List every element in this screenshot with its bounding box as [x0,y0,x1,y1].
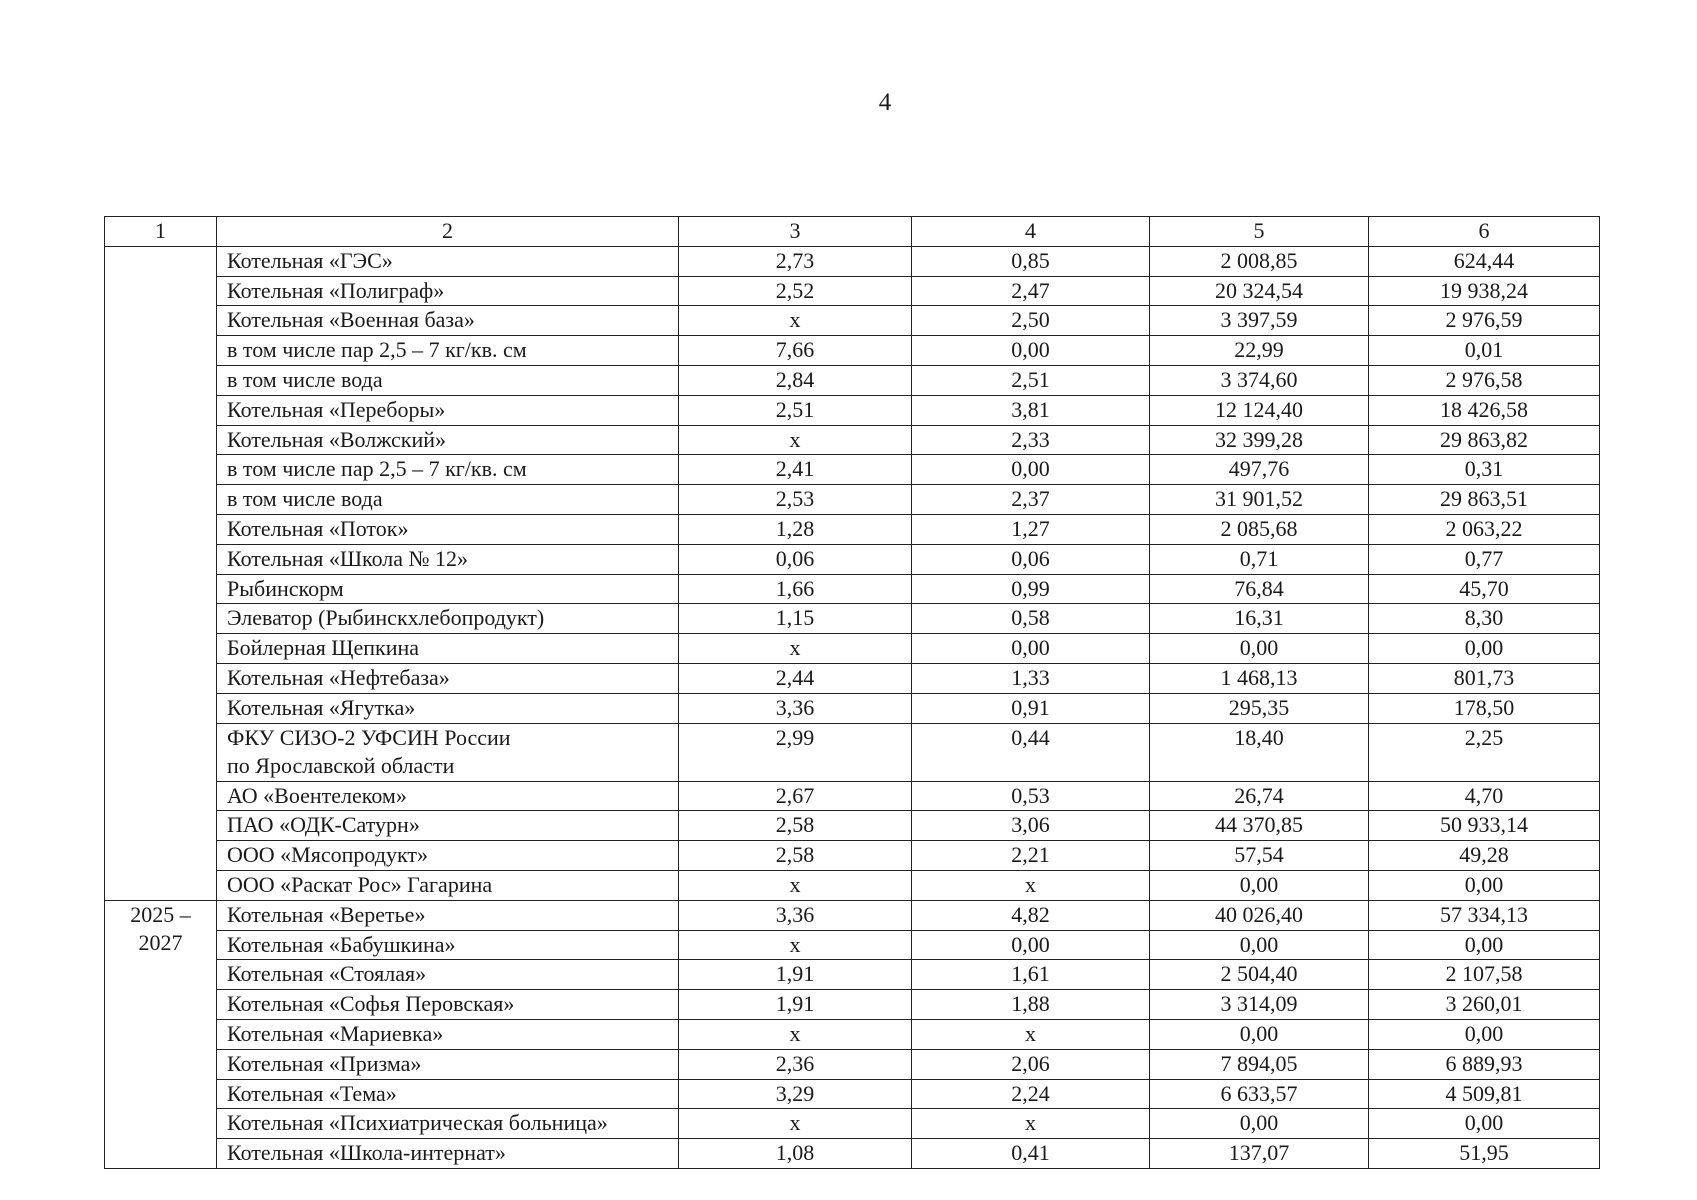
cell-col-3: х [679,1109,912,1139]
table-row [105,485,1600,515]
cell-col-5: 1 468,13 [1150,663,1369,693]
cell-col-3: 2,51 [679,395,912,425]
cell-col-4: 2,50 [912,306,1150,336]
cell-col-4: 3,81 [912,395,1150,425]
cell-col-3: 1,91 [679,990,912,1020]
cell-col-4: 0,53 [912,781,1150,811]
cell-col-4: 0,06 [912,544,1150,574]
cell-col-5: 16,31 [1150,604,1369,634]
period-cell-2025-2027 [105,900,217,1168]
table-row [105,663,1600,693]
cell-col-5: 0,00 [1150,930,1369,960]
cell-col-3: 7,66 [679,336,912,366]
cell-col-6: 2 063,22 [1369,514,1600,544]
cell-col-6: 624,44 [1369,246,1600,276]
cell-col-5: 31 901,52 [1150,485,1369,515]
cell-col-5: 2 008,85 [1150,246,1369,276]
cell-col-3: х [679,1019,912,1049]
cell-col-4: 0,41 [912,1139,1150,1169]
cell-col-6: 0,01 [1369,336,1600,366]
table-row [105,1139,1600,1169]
row-name: в том числе вода [217,485,679,515]
table-row [105,514,1600,544]
cell-col-3: 2,36 [679,1049,912,1079]
cell-col-3: 2,84 [679,365,912,395]
cell-col-5: 20 324,54 [1150,276,1369,306]
cell-col-3: 3,36 [679,900,912,930]
table-row [105,960,1600,990]
row-name: Котельная «Школа-интернат» [217,1139,679,1169]
cell-col-4: 3,06 [912,811,1150,841]
cell-col-6: 0,00 [1369,1109,1600,1139]
table-row [105,693,1600,723]
column-header-2: 2 [217,217,679,247]
row-name: АО «Воентелеком» [217,781,679,811]
cell-col-3: 2,44 [679,663,912,693]
table-row [105,900,1600,930]
table-row [105,870,1600,900]
row-name: Котельная «Волжский» [217,425,679,455]
cell-col-4: 0,00 [912,930,1150,960]
row-name: Котельная «Ягутка» [217,693,679,723]
cell-col-5: 0,00 [1150,634,1369,664]
row-name: Котельная «Мариевка» [217,1019,679,1049]
row-name: ПАО «ОДК-Сатурн» [217,811,679,841]
cell-col-4: 0,00 [912,634,1150,664]
cell-col-6: 0,31 [1369,455,1600,485]
cell-col-3: 2,58 [679,841,912,871]
table-row [105,634,1600,664]
row-name: в том числе пар 2,5 – 7 кг/кв. см [217,336,679,366]
cell-col-6: 2 976,58 [1369,365,1600,395]
table-row [105,336,1600,366]
table-row [105,1109,1600,1139]
cell-col-6: 2 107,58 [1369,960,1600,990]
row-name: в том числе пар 2,5 – 7 кг/кв. см [217,455,679,485]
cell-col-4: 2,47 [912,276,1150,306]
cell-col-6: 50 933,14 [1369,811,1600,841]
cell-col-4: 0,44 [912,723,1150,781]
table-row [105,544,1600,574]
cell-col-4: 0,00 [912,455,1150,485]
row-name: в том числе вода [217,365,679,395]
cell-col-5: 295,35 [1150,693,1369,723]
cell-col-5: 12 124,40 [1150,395,1369,425]
cell-col-4: 2,37 [912,485,1150,515]
cell-col-3: 3,36 [679,693,912,723]
cell-col-4: х [912,870,1150,900]
cell-col-3: 1,28 [679,514,912,544]
cell-col-4: 1,61 [912,960,1150,990]
cell-col-4: 1,88 [912,990,1150,1020]
cell-col-4: х [912,1109,1150,1139]
tariff-table [104,216,1600,1169]
cell-col-3: х [679,306,912,336]
cell-col-6: 3 260,01 [1369,990,1600,1020]
cell-col-6: 19 938,24 [1369,276,1600,306]
page-number: 4 [878,89,892,116]
table-row [105,841,1600,871]
column-header-4: 4 [912,217,1150,247]
cell-col-6: 0,00 [1369,870,1600,900]
cell-col-5: 3 374,60 [1150,365,1369,395]
table-row [105,1049,1600,1079]
row-name: ООО «Мясопродукт» [217,841,679,871]
cell-col-3: х [679,425,912,455]
row-name: Котельная «Школа № 12» [217,544,679,574]
table-row [105,455,1600,485]
cell-col-5: 2 085,68 [1150,514,1369,544]
row-name [217,723,679,781]
row-name: Элеватор (Рыбинскхлебопродукт) [217,604,679,634]
row-name: Котельная «ГЭС» [217,246,679,276]
cell-col-5: 6 633,57 [1150,1079,1369,1109]
cell-col-4: 2,33 [912,425,1150,455]
cell-col-3: 2,73 [679,246,912,276]
period-year-start: 2025 – [130,901,191,927]
column-header-1: 1 [105,217,217,247]
row-name: Котельная «Бабушкина» [217,930,679,960]
cell-col-3: х [679,634,912,664]
header-row [105,217,1600,247]
table-row [105,781,1600,811]
cell-col-3: х [679,870,912,900]
cell-col-6: 0,00 [1369,1019,1600,1049]
column-header-6: 6 [1369,217,1600,247]
cell-col-3: 2,53 [679,485,912,515]
row-name: Котельная «Стоялая» [217,960,679,990]
cell-col-3: 3,29 [679,1079,912,1109]
cell-col-4: 0,58 [912,604,1150,634]
cell-col-6: 0,00 [1369,634,1600,664]
cell-col-5: 22,99 [1150,336,1369,366]
cell-col-5: 40 026,40 [1150,900,1369,930]
cell-col-5: 0,71 [1150,544,1369,574]
table-row [105,990,1600,1020]
cell-col-4: 0,99 [912,574,1150,604]
cell-col-5: 0,00 [1150,1109,1369,1139]
row-name: ООО «Раскат Рос» Гагарина [217,870,679,900]
cell-col-5: 497,76 [1150,455,1369,485]
cell-col-6: 51,95 [1369,1139,1600,1169]
row-name: Рыбинскорм [217,574,679,604]
cell-col-5: 26,74 [1150,781,1369,811]
row-name: Котельная «Военная база» [217,306,679,336]
cell-col-3: х [679,930,912,960]
cell-col-4: 2,24 [912,1079,1150,1109]
cell-col-4: 0,85 [912,246,1150,276]
table-body [105,246,1600,1168]
period-year-end: 2027 [138,929,183,955]
table-row [105,574,1600,604]
cell-col-6: 0,77 [1369,544,1600,574]
row-name: Бойлерная Щепкина [217,634,679,664]
column-header-5: 5 [1150,217,1369,247]
cell-col-6: 49,28 [1369,841,1600,871]
row-name: Котельная «Призма» [217,1049,679,1079]
cell-col-6: 801,73 [1369,663,1600,693]
cell-col-3: 0,06 [679,544,912,574]
row-name: Котельная «Софья Перовская» [217,990,679,1020]
cell-col-4: 1,33 [912,663,1150,693]
row-name: Котельная «Поток» [217,514,679,544]
cell-col-5: 3 397,59 [1150,306,1369,336]
table-row [105,723,1600,781]
table-row [105,1079,1600,1109]
cell-col-5: 18,40 [1150,723,1369,781]
cell-col-3: 1,15 [679,604,912,634]
cell-col-4: 2,51 [912,365,1150,395]
table-row [105,811,1600,841]
cell-col-6: 57 334,13 [1369,900,1600,930]
cell-col-6: 29 863,51 [1369,485,1600,515]
row-name: Котельная «Веретье» [217,900,679,930]
cell-col-3: 1,08 [679,1139,912,1169]
table-row [105,276,1600,306]
cell-col-6: 45,70 [1369,574,1600,604]
row-name: Котельная «Переборы» [217,395,679,425]
cell-col-6: 2,25 [1369,723,1600,781]
cell-col-4: 0,00 [912,336,1150,366]
table-row [105,1019,1600,1049]
row-name: Котельная «Тема» [217,1079,679,1109]
cell-col-3: 1,91 [679,960,912,990]
cell-col-6: 178,50 [1369,693,1600,723]
table-row [105,395,1600,425]
cell-col-5: 137,07 [1150,1139,1369,1169]
cell-col-5: 57,54 [1150,841,1369,871]
row-name: Котельная «Психиатрическая больница» [217,1109,679,1139]
cell-col-5: 0,00 [1150,1019,1369,1049]
cell-col-3: 2,52 [679,276,912,306]
cell-col-5: 7 894,05 [1150,1049,1369,1079]
cell-col-5: 76,84 [1150,574,1369,604]
cell-col-6: 2 976,59 [1369,306,1600,336]
cell-col-4: 1,27 [912,514,1150,544]
table-row [105,604,1600,634]
cell-col-6: 4,70 [1369,781,1600,811]
cell-col-4: 0,91 [912,693,1150,723]
row-name: Котельная «Нефтебаза» [217,663,679,693]
table-row [105,930,1600,960]
row-name-line-1: ФКУ СИЗО-2 УФСИН России [227,724,511,750]
table-row [105,425,1600,455]
cell-col-5: 3 314,09 [1150,990,1369,1020]
cell-col-6: 8,30 [1369,604,1600,634]
cell-col-5: 32 399,28 [1150,425,1369,455]
cell-col-6: 0,00 [1369,930,1600,960]
cell-col-6: 18 426,58 [1369,395,1600,425]
cell-col-3: 2,99 [679,723,912,781]
cell-col-4: 2,06 [912,1049,1150,1079]
tariff-table-container [104,216,1599,1169]
table-row [105,246,1600,276]
column-header-3: 3 [679,217,912,247]
cell-col-5: 2 504,40 [1150,960,1369,990]
table-row [105,365,1600,395]
cell-col-6: 29 863,82 [1369,425,1600,455]
cell-col-3: 2,41 [679,455,912,485]
cell-col-5: 44 370,85 [1150,811,1369,841]
cell-col-3: 1,66 [679,574,912,604]
cell-col-3: 2,67 [679,781,912,811]
cell-col-4: 2,21 [912,841,1150,871]
cell-col-4: 4,82 [912,900,1150,930]
cell-col-5: 0,00 [1150,870,1369,900]
cell-col-4: х [912,1019,1150,1049]
cell-col-3: 2,58 [679,811,912,841]
period-cell-top [105,246,217,900]
cell-col-6: 6 889,93 [1369,1049,1600,1079]
row-name-line-2: по Ярославской области [227,752,455,778]
table-row [105,306,1600,336]
row-name: Котельная «Полиграф» [217,276,679,306]
cell-col-6: 4 509,81 [1369,1079,1600,1109]
